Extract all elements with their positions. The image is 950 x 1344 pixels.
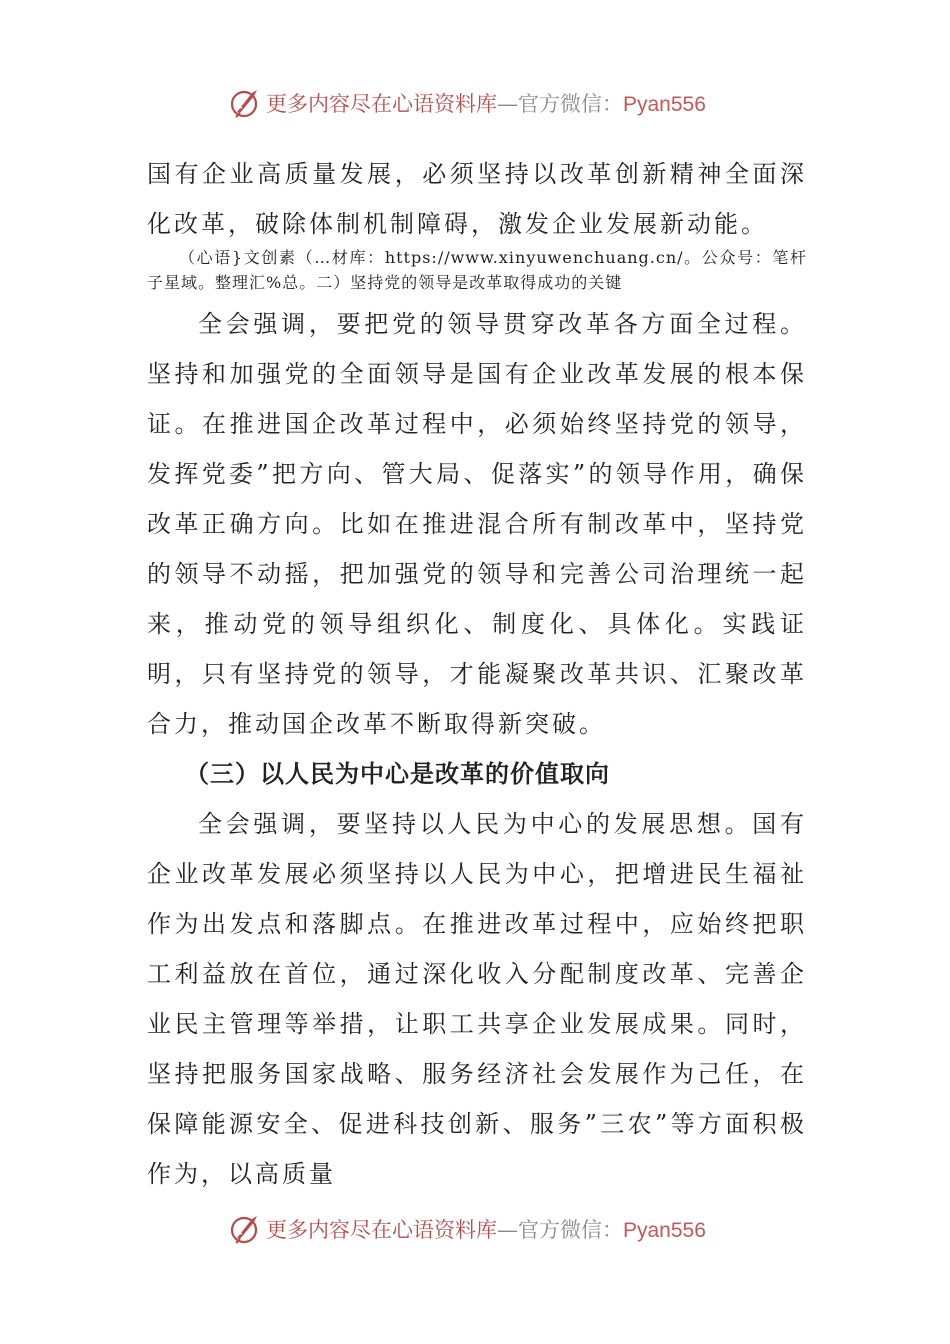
wechat-id: Pyan556 [623, 93, 706, 116]
section-heading-3: （三）以人民为中心是改革的价值取向 [185, 760, 610, 788]
wechat-label: 官方微信： [518, 1218, 623, 1242]
quill-pen-circle-icon [228, 86, 262, 120]
banner-separator: — [497, 1218, 518, 1242]
paragraph-1: 国有企业高质量发展，必须坚持以改革创新精神全面深化改革，破除体制机制障碍，激发企业发展新动能。 [147, 160, 807, 238]
quill-pen-circle-icon [228, 1212, 262, 1246]
banner-title: 更多内容尽在心语资料库 [266, 92, 497, 116]
header-banner [0, 84, 950, 124]
footer-banner [0, 1210, 950, 1250]
banner-separator: — [497, 92, 518, 116]
wechat-id: Pyan556 [623, 1219, 706, 1242]
banner-text [266, 90, 706, 119]
wechat-label: 官方微信： [518, 92, 623, 116]
source-note: （心语}文创素（…材库：https://www.xinyuwenchuang.cn/。公众号：笔杆子星域。整理汇%总。二）坚持党的领导是改革取得成功的关键 [147, 248, 807, 292]
banner-text [266, 1216, 706, 1245]
paragraph-3: 全会强调，要坚持以人民为中心的发展思想。国有企业改革发展必须坚持以人民为中心，把增进民生福祉作为出发点和落脚点。在推进改革过程中，应始终把职工利益放在首位，通过深化收入分配制度改革、完善企业民主管理等举措，让职工共享企业发展成果。同时，坚持把服务国家战略、服务经济社会发展作为己任，在保障能源安全、促进科技创新、服务”三农”等方面积极作为，以高质量 [147, 810, 807, 1188]
banner-title: 更多内容尽在心语资料库 [266, 1218, 497, 1242]
paragraph-2: 全会强调，要把党的领导贯穿改革各方面全过程。坚持和加强党的全面领导是国有企业改革发展的根本保证。在推进国企改革过程中，必须始终坚持党的领导，发挥党委”把方向、管大局、促落实”的领导作用，确保改革正确方向。比如在推进混合所有制改革中，坚持党的领导不动摇，把加强党的领导和完善公司治理统一起来，推动党的领导组织化、制度化、具体化。实践证明，只有坚持党的领导，才能凝聚改革共识、汇聚改革合力，推动国企改革不断取得新突破。 [147, 310, 807, 738]
